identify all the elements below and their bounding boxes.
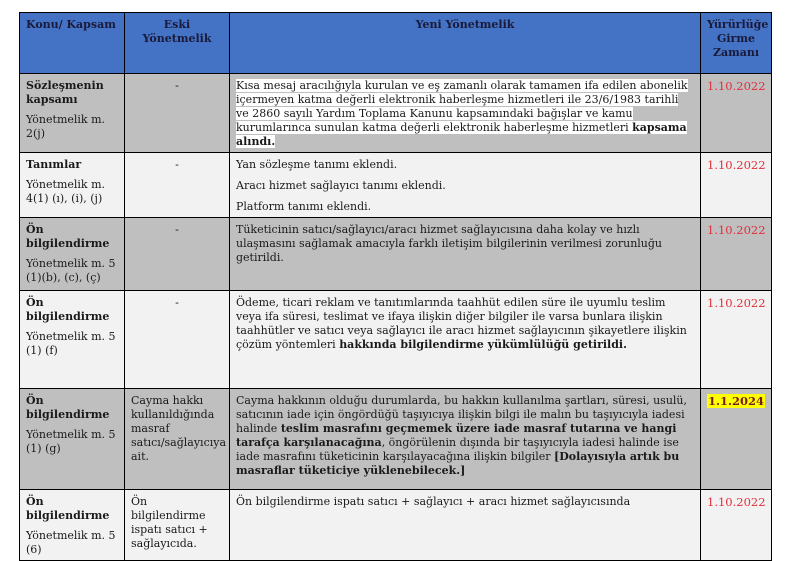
new-text: Kısa mesaj aracılığıyla kurulan ve eş zamanlı olarak tamamen ifa edilen abonelik içermeyen katma değerli elektronik haberleşme hizmetleri ile 23/6/1983 tarihli ve 2860 sayılı Yardım Toplama Kanunu kapsamındaki bağışlar ve kamu kurumlarınca sunulan katma değerli elektronik haberleşme hizmetleri	[236, 79, 688, 134]
table-row	[20, 153, 772, 218]
regulation-reference: Yönetmelik m. 5 (1) (g)	[26, 428, 116, 455]
table-row	[20, 218, 772, 291]
regulation-reference: Yönetmelik m. 4(1) (ı), (i), (j)	[26, 178, 106, 205]
topic-cell	[20, 74, 125, 153]
topic-cell	[20, 218, 125, 291]
new-text-bold: [Dolayısıyla artık bu masraflar tüketiciye yüklenebilecek.]	[236, 450, 680, 477]
topic-cell	[20, 291, 125, 389]
old-regulation-cell: Ön bilgilendirme ispatı satıcı + sağlayıcıda.	[125, 490, 230, 561]
new-regulation-cell	[230, 74, 701, 153]
new-text: Ödeme, ticari reklam ve tanıtımlarında taahhüt edilen süre ile uyumlu teslim veya ifa süresi, teslimat ve ifaya ilişkin diğer bilgiler ile varsa bunlara ilişkin taahhütler ve satıcı veya sağlayıcı ile aracı hizmet sağlayıcının şikayetlere ilişkin çözüm yöntemleri	[236, 296, 687, 351]
table-row	[20, 389, 772, 490]
effective-date: 1.10.2022	[701, 153, 772, 218]
table-row	[20, 74, 772, 153]
new-text: Platform tanımı eklendi.	[236, 200, 372, 213]
topic-title: Ön bilgilendirme	[26, 296, 110, 323]
old-regulation-cell: Cayma hakkı kullanıldığında masraf satıcı/sağlayıcıya ait.	[125, 389, 230, 490]
effective-date: 1.10.2022	[701, 490, 772, 561]
topic-title: Ön bilgilendirme	[26, 223, 110, 250]
header-new-regulation: Yeni Yönetmelik	[230, 13, 701, 74]
topic-title: Ön bilgilendirme	[26, 394, 110, 421]
new-text-bold: kapsama alındı.	[236, 121, 687, 148]
effective-date: 1.10.2022	[701, 291, 772, 389]
header-topic: Konu/ Kapsam	[20, 13, 125, 74]
regulation-reference: Yönetmelik m. 2(j)	[26, 113, 106, 140]
topic-cell	[20, 153, 125, 218]
table-row	[20, 291, 772, 389]
old-regulation-cell: -	[125, 74, 230, 153]
topic-cell	[20, 490, 125, 561]
new-text: , öngörülenin dışında bir taşıyıcıyla iadesi halinde ise iade masrafını tüketicinin karşılayacağına ilişkin bilgiler	[236, 436, 679, 463]
new-regulation-cell	[230, 490, 701, 561]
new-regulation-cell	[230, 153, 701, 218]
new-regulation-cell	[230, 291, 701, 389]
regulation-comparison-table	[19, 12, 772, 561]
header-old-regulation: Eski Yönetmelik	[125, 13, 230, 74]
table-header-row	[20, 13, 772, 74]
new-regulation-cell	[230, 389, 701, 490]
new-text: Yan sözleşme tanımı eklendi.	[236, 158, 398, 171]
topic-title: Tanımlar	[26, 158, 82, 171]
table-row	[20, 490, 772, 561]
new-text: Ön bilgilendirme ispatı satıcı + sağlayıcı + aracı hizmet sağlayıcısında	[236, 495, 631, 508]
effective-date: 1.10.2022	[701, 218, 772, 291]
new-regulation-cell	[230, 218, 701, 291]
new-text: Aracı hizmet sağlayıcı tanımı eklendi.	[236, 179, 446, 192]
topic-title: Sözleşmenin kapsamı	[26, 79, 104, 106]
old-regulation-cell: -	[125, 218, 230, 291]
topic-cell	[20, 389, 125, 490]
new-text-bold: hakkında bilgilendirme yükümlülüğü getirildi.	[339, 338, 627, 351]
topic-title: Ön bilgilendirme	[26, 495, 110, 522]
header-effective-date: Yürürlüğe Girme Zamanı	[701, 13, 772, 74]
old-regulation-cell: -	[125, 291, 230, 389]
effective-date-cell	[701, 389, 772, 490]
old-regulation-cell: -	[125, 153, 230, 218]
regulation-reference: Yönetmelik m. 5 (6)	[26, 529, 116, 556]
effective-date-highlighted: 1.1.2024	[708, 394, 765, 408]
new-text: Tüketicinin satıcı/sağlayıcı/aracı hizmet sağlayıcısına daha kolay ve hızlı ulaşmasını sağlamak amacıyla farklı iletişim bilgilerinin verilmesi zorunluğu getirildi.	[236, 223, 663, 264]
new-text-bold: teslim masrafını geçmemek üzere iade masraf tutarına ve hangi tarafça karşılanacağına	[236, 422, 677, 449]
regulation-reference: Yönetmelik m. 5 (1) (f)	[26, 330, 116, 357]
new-text: Cayma hakkının olduğu durumlarda, bu hakkın kullanılma şartları, süresi, usulü, satıcının iade için öngördüğü taşıyıcıya ilişkin bilgi ile malın bu taşıyıcıyla iadesi halinde	[236, 394, 688, 435]
regulation-reference: Yönetmelik m. 5 (1)(b), (c), (ç)	[26, 257, 116, 284]
effective-date: 1.10.2022	[701, 74, 772, 153]
